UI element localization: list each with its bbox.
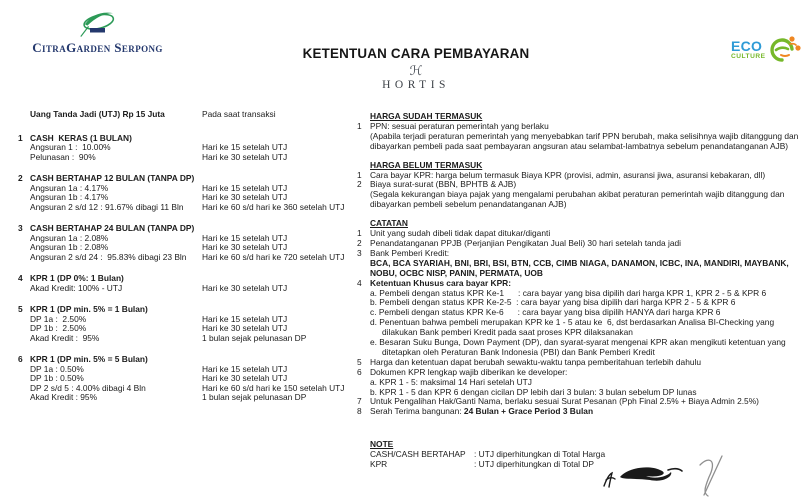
- schedule-section-number: 3: [18, 223, 23, 233]
- schedule-item-label: DP 1b : 0.50%: [30, 373, 84, 383]
- schedule-due-value: Hari ke 15 setelah UTJ: [202, 313, 288, 324]
- terms-item-bold-text: 24 Bulan + Grace Period 3 Bulan: [463, 406, 594, 417]
- schedule-item-label: Angsuran 1b : 2.08%: [30, 242, 109, 252]
- schedule-section: [18, 274, 355, 293]
- terms-item-text: Penandatanganan PPJB (Perjanjian Pengikatan Jual Beli) 30 hari setelah tanda jadi: [370, 237, 682, 248]
- schedule-section: [18, 134, 355, 163]
- handwritten-signature-icon: [598, 463, 698, 493]
- schedule-section-number: 6: [18, 354, 23, 364]
- schedule-item-label: Pelunasan : 90%: [30, 151, 96, 162]
- citragarden-leaf-icon: [74, 8, 122, 38]
- eco-text: ECO: [731, 38, 763, 54]
- schedule-section-title: CASH BERTAHAP 24 BULAN (TANPA DP): [30, 223, 195, 233]
- citragarden-logo: [25, 8, 170, 56]
- terms-item-number: 5: [357, 356, 362, 367]
- terms-section: [357, 219, 803, 417]
- schedule-header-row: [18, 110, 355, 120]
- schedule-section: [18, 224, 355, 262]
- hortis-monogram-icon: ℋ: [409, 64, 423, 79]
- note-value: : UTJ diperhitungkan di Total Harga: [474, 448, 606, 459]
- schedule-row: [18, 153, 355, 163]
- eco-culture-icon: [768, 34, 802, 66]
- schedule-item-label: DP 1b : 2.50%: [30, 323, 87, 333]
- note-heading: NOTE: [370, 439, 394, 449]
- note-rows: [370, 450, 605, 470]
- schedule-item-label: Angsuran 2 s/d 24 : 95.83% dibagi 23 Bln: [30, 251, 187, 262]
- terms-item-text: Serah Terima bangunan: 24 Bulan + Grace Period 3 Bulan: [370, 406, 594, 417]
- terms-item-text: Unit yang sudah dibeli tidak dapat ditukar/diganti: [370, 228, 551, 239]
- schedule-due-value: 1 bulan sejak pelunasan DP: [202, 392, 307, 402]
- schedule-due-value: Hari ke 30 setelah UTJ: [202, 373, 288, 383]
- title-block: [260, 46, 572, 91]
- terms-item-number: 1: [357, 120, 362, 131]
- schedule-section-number: 1: [18, 132, 23, 143]
- terms-section-heading: HARGA SUDAH TERMASUK: [370, 111, 483, 121]
- eco-culture-wordmark: [731, 40, 766, 60]
- terms-column: [357, 112, 803, 417]
- terms-sub-text: a. KPR 1 - 5: maksimal 14 Hari setelah UTJ: [370, 376, 532, 387]
- terms-item-text: Bank Pemberi Kredit:: [370, 247, 450, 258]
- note-row: [370, 460, 605, 470]
- terms-item-text: Cara bayar KPR: harga belum termasuk Biaya KPR (provisi, admin, asuransi jiwa, asuransi kebakaran, dll): [370, 169, 766, 180]
- terms-sub-text: b. Pembeli dengan status KPR Ke-2-5 : cara bayar yang bisa dipilih dari harga KPR 2 - 5 & KPR 6: [370, 297, 736, 308]
- terms-sub-text: d. Penentuan bahwa pembeli merupakan KPR ke 1 - 5 atau ke 6, dst berdasarkan Analisa BI-Checking yang dilakukan Bank pemberi Kredit pada saat proses KPR dilaksanakan: [370, 317, 777, 338]
- terms-item-number: 4: [357, 277, 362, 288]
- terms-item-number: 2: [357, 179, 362, 190]
- terms-item-number: 6: [357, 366, 362, 377]
- hortis-wordmark: HORTIS: [382, 79, 450, 91]
- schedule-item-label: Angsuran 1 : 10.00%: [30, 142, 111, 152]
- schedule-item-label: Akad Kredit : 95%: [30, 392, 98, 402]
- terms-sub-text: (Apabila terjadi peraturan pemerintah yang menyebabkan tarif PPN berubah, maka selisihnya wajib ditanggung dan dibayarkan pembeli pada saat pembayaran angsuran atau selambat-lambatnya sebelum penandatanganan AJB): [370, 130, 801, 151]
- terms-sub-text: c. Pembeli dengan status KPR Ke-6 : cara bayar yang bisa dipilih HANYA dari harga KPR 6: [370, 307, 721, 318]
- schedule-item-label: Angsuran 1a : 4.17%: [30, 182, 109, 193]
- schedule-right-header: Pada saat transaksi: [202, 109, 276, 119]
- schedule-section-title: CASH KERAS (1 BULAN): [30, 132, 132, 143]
- schedule-due-value: Hari ke 15 setelah UTJ: [202, 363, 288, 374]
- schedule-section-number: 5: [18, 304, 23, 314]
- schedule-due-value: Hari ke 15 setelah UTJ: [202, 142, 288, 152]
- terms-sub-text: e. Besaran Suku Bunga, Down Payment (DP), dan syarat-syarat mengenai KPR akan mengikuti ketentuan yang ditetapkan oleh Peraturan Bank Indonesia (PBI) dan Bank Pemberi Kredit: [370, 337, 789, 357]
- terms-item-text: Untuk Pengalihan Hak/Ganti Nama, berlaku sesuai Surat Pesanan (Pph Final 2.5% + Biaya Admin 2.5%): [370, 396, 759, 407]
- schedule-item-label: DP 1a : 2.50%: [30, 313, 87, 324]
- schedule-section: [18, 305, 355, 343]
- schedule-item-label: Angsuran 2 s/d 12 : 91.67% dibagi 11 Bln: [30, 201, 184, 212]
- eco-culture-logo: [731, 34, 802, 66]
- terms-item-text: Ketentuan Khusus cara bayar KPR:: [370, 277, 512, 288]
- terms-sub-text: a. Pembeli dengan status KPR Ke-1 : cara bayar yang bisa dipilih dari harga KPR 1, KPR 2 - 5 & KPR 6: [370, 287, 767, 298]
- schedule-due-value: 1 bulan sejak pelunasan DP: [202, 332, 307, 343]
- schedule-due-value: Hari ke 15 setelah UTJ: [202, 232, 288, 243]
- schedule-due-value: Hari ke 15 setelah UTJ: [202, 182, 288, 193]
- note-label: CASH/CASH BERTAHAP: [370, 448, 466, 459]
- schedule-row: [18, 393, 355, 403]
- schedule-due-value: Hari ke 30 setelah UTJ: [202, 242, 288, 252]
- culture-text: CULTURE: [731, 53, 766, 60]
- terms-item-text: PPN: sesuai peraturan pemerintah yang berlaku: [370, 120, 549, 131]
- terms-item: [357, 407, 803, 417]
- terms-item-number: 3: [357, 247, 362, 258]
- schedule-due-value: Hari ke 30 setelah UTJ: [202, 323, 288, 333]
- schedule-due-value: Hari ke 30 setelah UTJ: [202, 151, 288, 162]
- schedule-item-label: Angsuran 1a : 2.08%: [30, 232, 109, 243]
- schedule-item-label: Angsuran 1b : 4.17%: [30, 192, 109, 202]
- terms-item-number: 8: [357, 406, 362, 417]
- schedule-row: [18, 334, 355, 344]
- schedule-left-header: Uang Tanda Jadi (UTJ) Rp 15 Juta: [30, 109, 165, 119]
- terms-item-text: Dokumen KPR lengkap wajib diberikan ke developer:: [370, 366, 568, 377]
- schedule-due-value: Hari ke 60 s/d hari ke 150 setelah UTJ: [202, 382, 345, 393]
- citragarden-wordmark: CitraGarden Serpong: [32, 40, 163, 55]
- schedule-section-title: CASH BERTAHAP 12 BULAN (TANPA DP): [30, 173, 195, 183]
- payment-schedule: [18, 110, 355, 403]
- schedule-section-title: KPR 1 (DP min. 5% = 5 Bulan): [30, 354, 148, 364]
- terms-item-number: 1: [357, 169, 362, 180]
- terms-item-number: 2: [357, 237, 362, 248]
- terms-section-heading: CATATAN: [370, 218, 408, 229]
- note-value: : UTJ diperhitungkan di Total DP: [474, 458, 594, 469]
- terms-item-text: Harga dan ketentuan dapat berubah sewaktu-waktu tanpa pemberitahuan terlebih dahulu: [370, 356, 702, 367]
- page-title: KETENTUAN CARA PEMBAYARAN: [302, 46, 530, 61]
- schedule-due-value: Hari ke 30 setelah UTJ: [202, 282, 288, 293]
- schedule-section: [18, 355, 355, 403]
- terms-item-text: Biaya surat-surat (BBN, BPHTB & AJB): [370, 179, 517, 190]
- schedule-item-label: DP 1a : 0.50%: [30, 363, 84, 374]
- terms-item-number: 7: [357, 396, 362, 407]
- schedule-due-value: Hari ke 60 s/d hari ke 360 setelah UTJ: [202, 201, 345, 212]
- terms-sub-text: BCA, BCA SYARIAH, BNI, BRI, BSI, BTN, CCB, CIMB NIAGA, DANAMON, ICBC, INA, MANDIRI, MAYBANK, NOBU, OCBC NISP, PANIN, PERMATA, UOB: [370, 257, 792, 278]
- schedule-section: [18, 174, 355, 212]
- terms-sub-text: b. KPR 1 - 5 dan KPR 6 dengan cicilan DP lebih dari 3 bulan: 3 bulan sebelum DP lunas: [370, 386, 697, 397]
- terms-item: [357, 279, 803, 289]
- schedule-section-number: 4: [18, 273, 23, 283]
- schedule-row: [18, 203, 355, 213]
- schedule-row: [18, 284, 355, 294]
- schedule-sections: [18, 134, 355, 403]
- schedule-row: [18, 253, 355, 263]
- note-label: KPR: [370, 458, 388, 469]
- schedule-item-label: Akad Kredit : 95%: [30, 332, 100, 343]
- schedule-section-title: KPR 1 (DP min. 5% = 1 Bulan): [30, 304, 148, 314]
- handwritten-initial-icon: [692, 451, 734, 499]
- note-block: [370, 440, 605, 469]
- schedule-section-number: 2: [18, 173, 23, 183]
- terms-section: [357, 161, 803, 211]
- schedule-item-label: DP 2 s/d 5 : 4.00% dibagi 4 Bln: [30, 382, 146, 393]
- terms-sub-text: (Segala kekurangan biaya pajak yang mengalami perubahan akibat peraturan pemerintah wajib ditanggung dan dibayarkan pembeli sebelum penandatanganan AJB): [370, 189, 787, 210]
- terms-section-heading: HARGA BELUM TERMASUK: [370, 159, 483, 170]
- schedule-section-title: KPR 1 (DP 0%: 1 Bulan): [30, 273, 124, 283]
- schedule-due-value: Hari ke 60 s/d hari ke 720 setelah UTJ: [202, 251, 345, 262]
- terms-item-number: 1: [357, 228, 362, 239]
- schedule-item-label: Akad Kredit: 100% - UTJ: [30, 282, 123, 293]
- terms-section: [357, 112, 803, 152]
- schedule-due-value: Hari ke 30 setelah UTJ: [202, 192, 288, 202]
